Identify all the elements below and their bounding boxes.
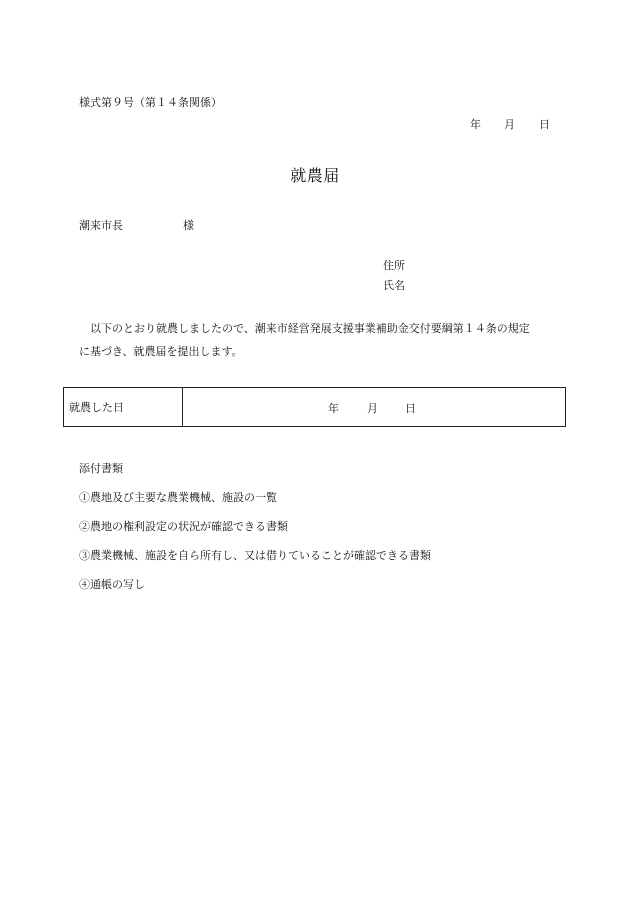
body-line-2: に基づき、就農届を提出します。	[79, 345, 243, 358]
attachment-item: ③農業機械、施設を自ら所有し、又は借りていることが確認できる書類	[79, 549, 431, 562]
farming-date-value	[328, 402, 416, 416]
document-title: 就農届	[290, 166, 340, 185]
attachments-heading: 添付書類	[79, 462, 123, 475]
date-day-label: 日	[539, 118, 550, 131]
farming-year-label: 年	[328, 402, 339, 415]
attachment-item: ④通帳の写し	[79, 578, 145, 591]
recipient	[79, 219, 194, 233]
farming-date-table	[63, 387, 566, 427]
table-divider	[182, 388, 183, 426]
recipient-name: 潮来市長	[79, 219, 123, 232]
body-line-1: 以下のとおり就農しましたので、潮来市経営発展支援事業補助金交付要綱第１４条の規定	[90, 322, 530, 335]
submission-date	[470, 118, 550, 132]
attachment-item: ①農地及び主要な農業機械、施設の一覧	[79, 491, 277, 504]
name-label: 氏名	[383, 279, 405, 292]
farming-date-label: 就農した日	[69, 401, 124, 414]
body-paragraph	[79, 317, 557, 363]
address-label: 住所	[383, 259, 405, 272]
date-month-label: 月	[504, 118, 515, 131]
form-number: 様式第９号（第１４条関係）	[79, 96, 222, 109]
date-year-label: 年	[470, 118, 481, 131]
farming-month-label: 月	[367, 402, 378, 415]
recipient-honorific: 様	[183, 219, 194, 232]
attachment-item: ②農地の権利設定の状況が確認できる書類	[79, 520, 288, 533]
farming-day-label: 日	[405, 402, 416, 415]
